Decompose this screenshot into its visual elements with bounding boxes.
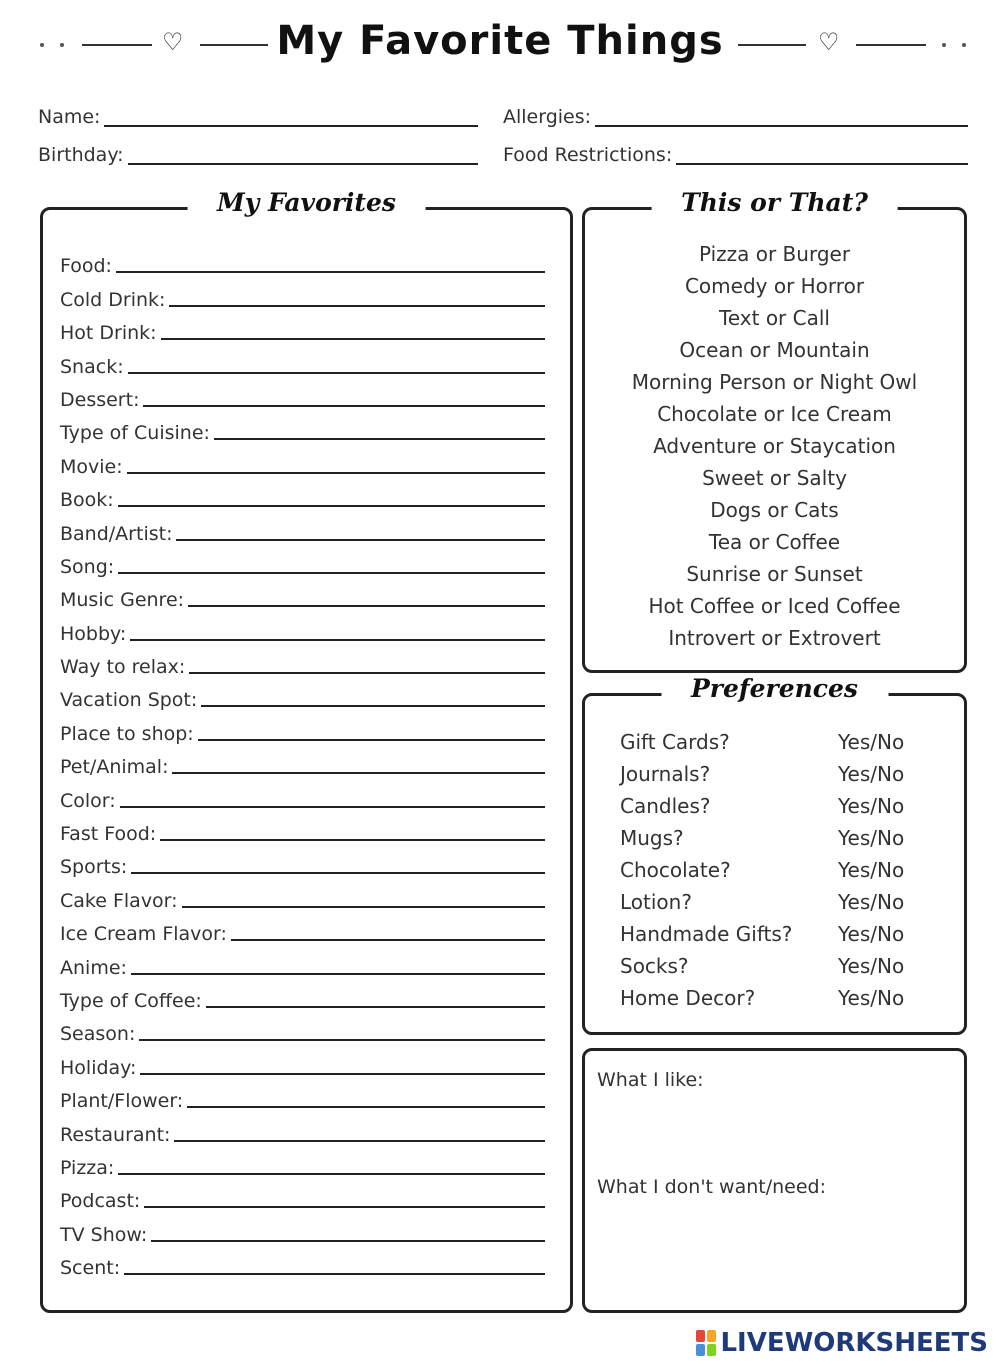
preferences-box	[582, 674, 967, 1035]
favorite-label: Ice Cream Flavor:	[60, 923, 227, 946]
favorite-label: Dessert:	[60, 388, 140, 411]
favorite-row[interactable]	[60, 1212, 545, 1245]
preference-answer[interactable]: Yes/No	[838, 954, 905, 978]
this-or-that-list	[585, 238, 964, 654]
favorite-label: TV Show:	[60, 1223, 148, 1246]
favorite-label: Plant/Flower:	[60, 1090, 184, 1113]
favorites-list	[60, 244, 545, 1279]
this-or-that-item: Ocean or Mountain	[679, 338, 870, 362]
favorite-label: Holiday:	[60, 1056, 137, 1079]
logo-block	[696, 1344, 705, 1356]
favorite-answer-line[interactable]	[160, 839, 545, 841]
decor-line	[856, 44, 926, 46]
preference-answer[interactable]: Yes/No	[838, 986, 905, 1010]
favorite-row[interactable]	[60, 1179, 545, 1212]
allergies-label: Allergies:	[503, 106, 592, 128]
favorite-answer-line[interactable]	[169, 305, 545, 307]
preference-row	[620, 854, 944, 886]
favorite-answer-line[interactable]	[144, 1206, 545, 1208]
favorite-label: Fast Food:	[60, 823, 157, 846]
favorite-row[interactable]	[60, 277, 545, 310]
logo-block	[707, 1344, 716, 1356]
favorite-answer-line[interactable]	[161, 338, 545, 340]
food-restrictions-label: Food Restrictions:	[503, 144, 673, 166]
preference-question: Handmade Gifts?	[620, 922, 793, 946]
food-restrictions-line[interactable]	[676, 163, 968, 165]
preference-question: Home Decor?	[620, 986, 756, 1010]
allergies-line[interactable]	[595, 125, 968, 127]
favorite-answer-line[interactable]	[131, 872, 545, 874]
this-or-that-item: Adventure or Staycation	[653, 434, 896, 458]
favorite-row[interactable]	[60, 678, 545, 711]
preference-answer[interactable]: Yes/No	[838, 762, 905, 786]
favorite-answer-line[interactable]	[118, 1173, 545, 1175]
heart-icon: ♡	[162, 28, 184, 56]
favorite-row[interactable]	[60, 444, 545, 477]
birthday-label: Birthday:	[38, 144, 124, 166]
preferences-list	[620, 726, 944, 1014]
favorite-row[interactable]	[60, 1012, 545, 1045]
preference-row	[620, 822, 944, 854]
preference-row	[620, 758, 944, 790]
favorite-row[interactable]	[60, 945, 545, 978]
preference-answer[interactable]: Yes/No	[838, 826, 905, 850]
favorite-label: Book:	[60, 489, 114, 512]
favorite-label: Place to shop:	[60, 722, 194, 745]
favorite-label: Hobby:	[60, 622, 127, 645]
name-field[interactable]	[38, 100, 478, 130]
favorite-row[interactable]	[60, 645, 545, 678]
name-label: Name:	[38, 106, 101, 128]
favorite-label: Movie:	[60, 455, 123, 478]
preference-row	[620, 790, 944, 822]
favorite-row[interactable]	[60, 845, 545, 878]
heart-icon: ♡	[818, 28, 840, 56]
preference-row	[620, 886, 944, 918]
preference-row	[620, 982, 944, 1014]
this-or-that-item: Comedy or Horror	[684, 274, 865, 298]
logo-block	[707, 1330, 716, 1342]
favorite-answer-line[interactable]	[187, 1106, 545, 1108]
this-or-that-box	[582, 188, 967, 673]
favorites-title: My Favorites	[187, 188, 426, 217]
favorite-row[interactable]	[60, 578, 545, 611]
this-or-that-item: Tea or Coffee	[708, 530, 841, 554]
favorite-answer-line[interactable]	[140, 1073, 545, 1075]
favorite-label: Pizza:	[60, 1156, 115, 1179]
this-or-that-item: Dogs or Cats	[710, 498, 839, 522]
favorite-answer-line[interactable]	[189, 672, 545, 674]
favorite-label: Hot Drink:	[60, 322, 157, 345]
favorite-answer-line[interactable]	[206, 1006, 545, 1008]
favorite-answer-line[interactable]	[127, 472, 545, 474]
what-i-like-label: What I like:	[597, 1069, 704, 1091]
favorite-label: Way to relax:	[60, 656, 186, 679]
favorite-row[interactable]	[60, 311, 545, 344]
favorites-box	[40, 188, 573, 1313]
preference-question: Chocolate?	[620, 858, 731, 882]
allergies-field[interactable]	[503, 100, 968, 130]
this-or-that-item: Introvert or Extrovert	[668, 626, 881, 650]
logo-block	[696, 1330, 705, 1342]
preference-row	[620, 726, 944, 758]
favorite-row[interactable]	[60, 979, 545, 1012]
favorite-row[interactable]	[60, 478, 545, 511]
preference-row	[620, 918, 944, 950]
favorite-row[interactable]	[60, 711, 545, 744]
favorite-label: Band/Artist:	[60, 522, 173, 545]
favorite-label: Sports:	[60, 856, 128, 879]
favorite-answer-line[interactable]	[214, 438, 545, 440]
favorite-label: Snack:	[60, 355, 124, 378]
preference-question: Socks?	[620, 954, 689, 978]
favorite-row[interactable]	[60, 812, 545, 845]
preference-answer[interactable]: Yes/No	[838, 890, 905, 914]
favorite-label: Vacation Spot:	[60, 689, 198, 712]
birthday-line[interactable]	[128, 163, 478, 165]
what-i-dont-want-label: What I don't want/need:	[597, 1176, 827, 1198]
logo-text: LIVEWORKSHEETS	[720, 1328, 988, 1358]
likes-box	[582, 1048, 967, 1313]
preference-answer[interactable]: Yes/No	[838, 922, 905, 946]
preference-question: Lotion?	[620, 890, 692, 914]
favorite-answer-line[interactable]	[176, 539, 545, 541]
name-line[interactable]	[104, 125, 478, 127]
preference-answer[interactable]: Yes/No	[838, 858, 905, 882]
favorite-label: Anime:	[60, 956, 127, 979]
favorite-answer-line[interactable]	[143, 405, 545, 407]
preference-question: Gift Cards?	[620, 730, 730, 754]
favorite-label: Pet/Animal:	[60, 756, 169, 779]
favorite-row[interactable]	[60, 611, 545, 644]
food-restrictions-field[interactable]	[503, 138, 968, 168]
birthday-field[interactable]	[38, 138, 478, 168]
preference-answer[interactable]: Yes/No	[838, 794, 905, 818]
favorite-label: Music Genre:	[60, 589, 185, 612]
favorite-answer-line[interactable]	[231, 939, 545, 941]
favorite-answer-line[interactable]	[120, 806, 545, 808]
decor-dot	[962, 43, 966, 47]
favorite-answer-line[interactable]	[174, 1140, 545, 1142]
favorite-label: Type of Cuisine:	[60, 422, 210, 445]
favorite-answer-line[interactable]	[118, 505, 545, 507]
favorite-row[interactable]	[60, 545, 545, 578]
favorite-answer-line[interactable]	[131, 973, 545, 975]
this-or-that-title: This or That?	[651, 188, 898, 217]
favorite-answer-line[interactable]	[188, 605, 545, 607]
favorite-answer-line[interactable]	[182, 906, 545, 908]
favorite-row[interactable]	[60, 244, 545, 277]
favorite-answer-line[interactable]	[198, 739, 545, 741]
favorite-row[interactable]	[60, 344, 545, 377]
favorite-row[interactable]	[60, 778, 545, 811]
preference-question: Mugs?	[620, 826, 684, 850]
favorite-label: Color:	[60, 789, 116, 812]
this-or-that-item: Chocolate or Ice Cream	[657, 402, 892, 426]
this-or-that-item: Hot Coffee or Iced Coffee	[648, 594, 901, 618]
preference-row	[620, 950, 944, 982]
favorite-label: Cold Drink:	[60, 288, 166, 311]
favorite-label: Song:	[60, 555, 115, 578]
favorite-answer-line[interactable]	[151, 1240, 545, 1242]
favorite-answer-line[interactable]	[172, 772, 545, 774]
favorite-row[interactable]	[60, 511, 545, 544]
favorite-label: Scent:	[60, 1257, 121, 1280]
this-or-that-item: Sunrise or Sunset	[686, 562, 863, 586]
this-or-that-item: Morning Person or Night Owl	[631, 370, 918, 394]
favorite-row[interactable]	[60, 878, 545, 911]
favorite-label: Type of Coffee:	[60, 989, 202, 1012]
favorite-row[interactable]	[60, 1079, 545, 1112]
favorite-row[interactable]	[60, 1246, 545, 1279]
favorite-row[interactable]	[60, 1112, 545, 1145]
favorite-answer-line[interactable]	[116, 271, 545, 273]
favorite-label: Podcast:	[60, 1190, 141, 1213]
logo-icon	[696, 1330, 716, 1356]
favorite-row[interactable]	[60, 411, 545, 444]
favorite-label: Season:	[60, 1023, 136, 1046]
favorite-label: Food:	[60, 255, 112, 278]
favorite-row[interactable]	[60, 1146, 545, 1179]
page-title: My Favorite Things	[276, 18, 724, 64]
preferences-title: Preferences	[661, 674, 888, 703]
favorite-answer-line[interactable]	[118, 572, 545, 574]
decor-line	[738, 44, 806, 46]
favorite-row[interactable]	[60, 912, 545, 945]
favorite-answer-line[interactable]	[128, 372, 545, 374]
favorite-answer-line[interactable]	[124, 1273, 545, 1275]
favorite-answer-line[interactable]	[139, 1039, 545, 1041]
favorite-answer-line[interactable]	[201, 705, 545, 707]
this-or-that-item: Text or Call	[719, 306, 830, 330]
preference-question: Journals?	[620, 762, 711, 786]
preference-answer[interactable]: Yes/No	[838, 730, 905, 754]
favorite-label: Cake Flavor:	[60, 889, 178, 912]
favorite-row[interactable]	[60, 745, 545, 778]
decor-dot	[942, 43, 946, 47]
favorite-answer-line[interactable]	[130, 639, 545, 641]
this-or-that-item: Sweet or Salty	[702, 466, 847, 490]
this-or-that-item: Pizza or Burger	[698, 242, 851, 266]
favorite-label: Restaurant:	[60, 1123, 171, 1146]
preference-question: Candles?	[620, 794, 711, 818]
liveworksheets-logo	[696, 1328, 988, 1358]
favorite-row[interactable]	[60, 1045, 545, 1078]
favorite-row[interactable]	[60, 378, 545, 411]
